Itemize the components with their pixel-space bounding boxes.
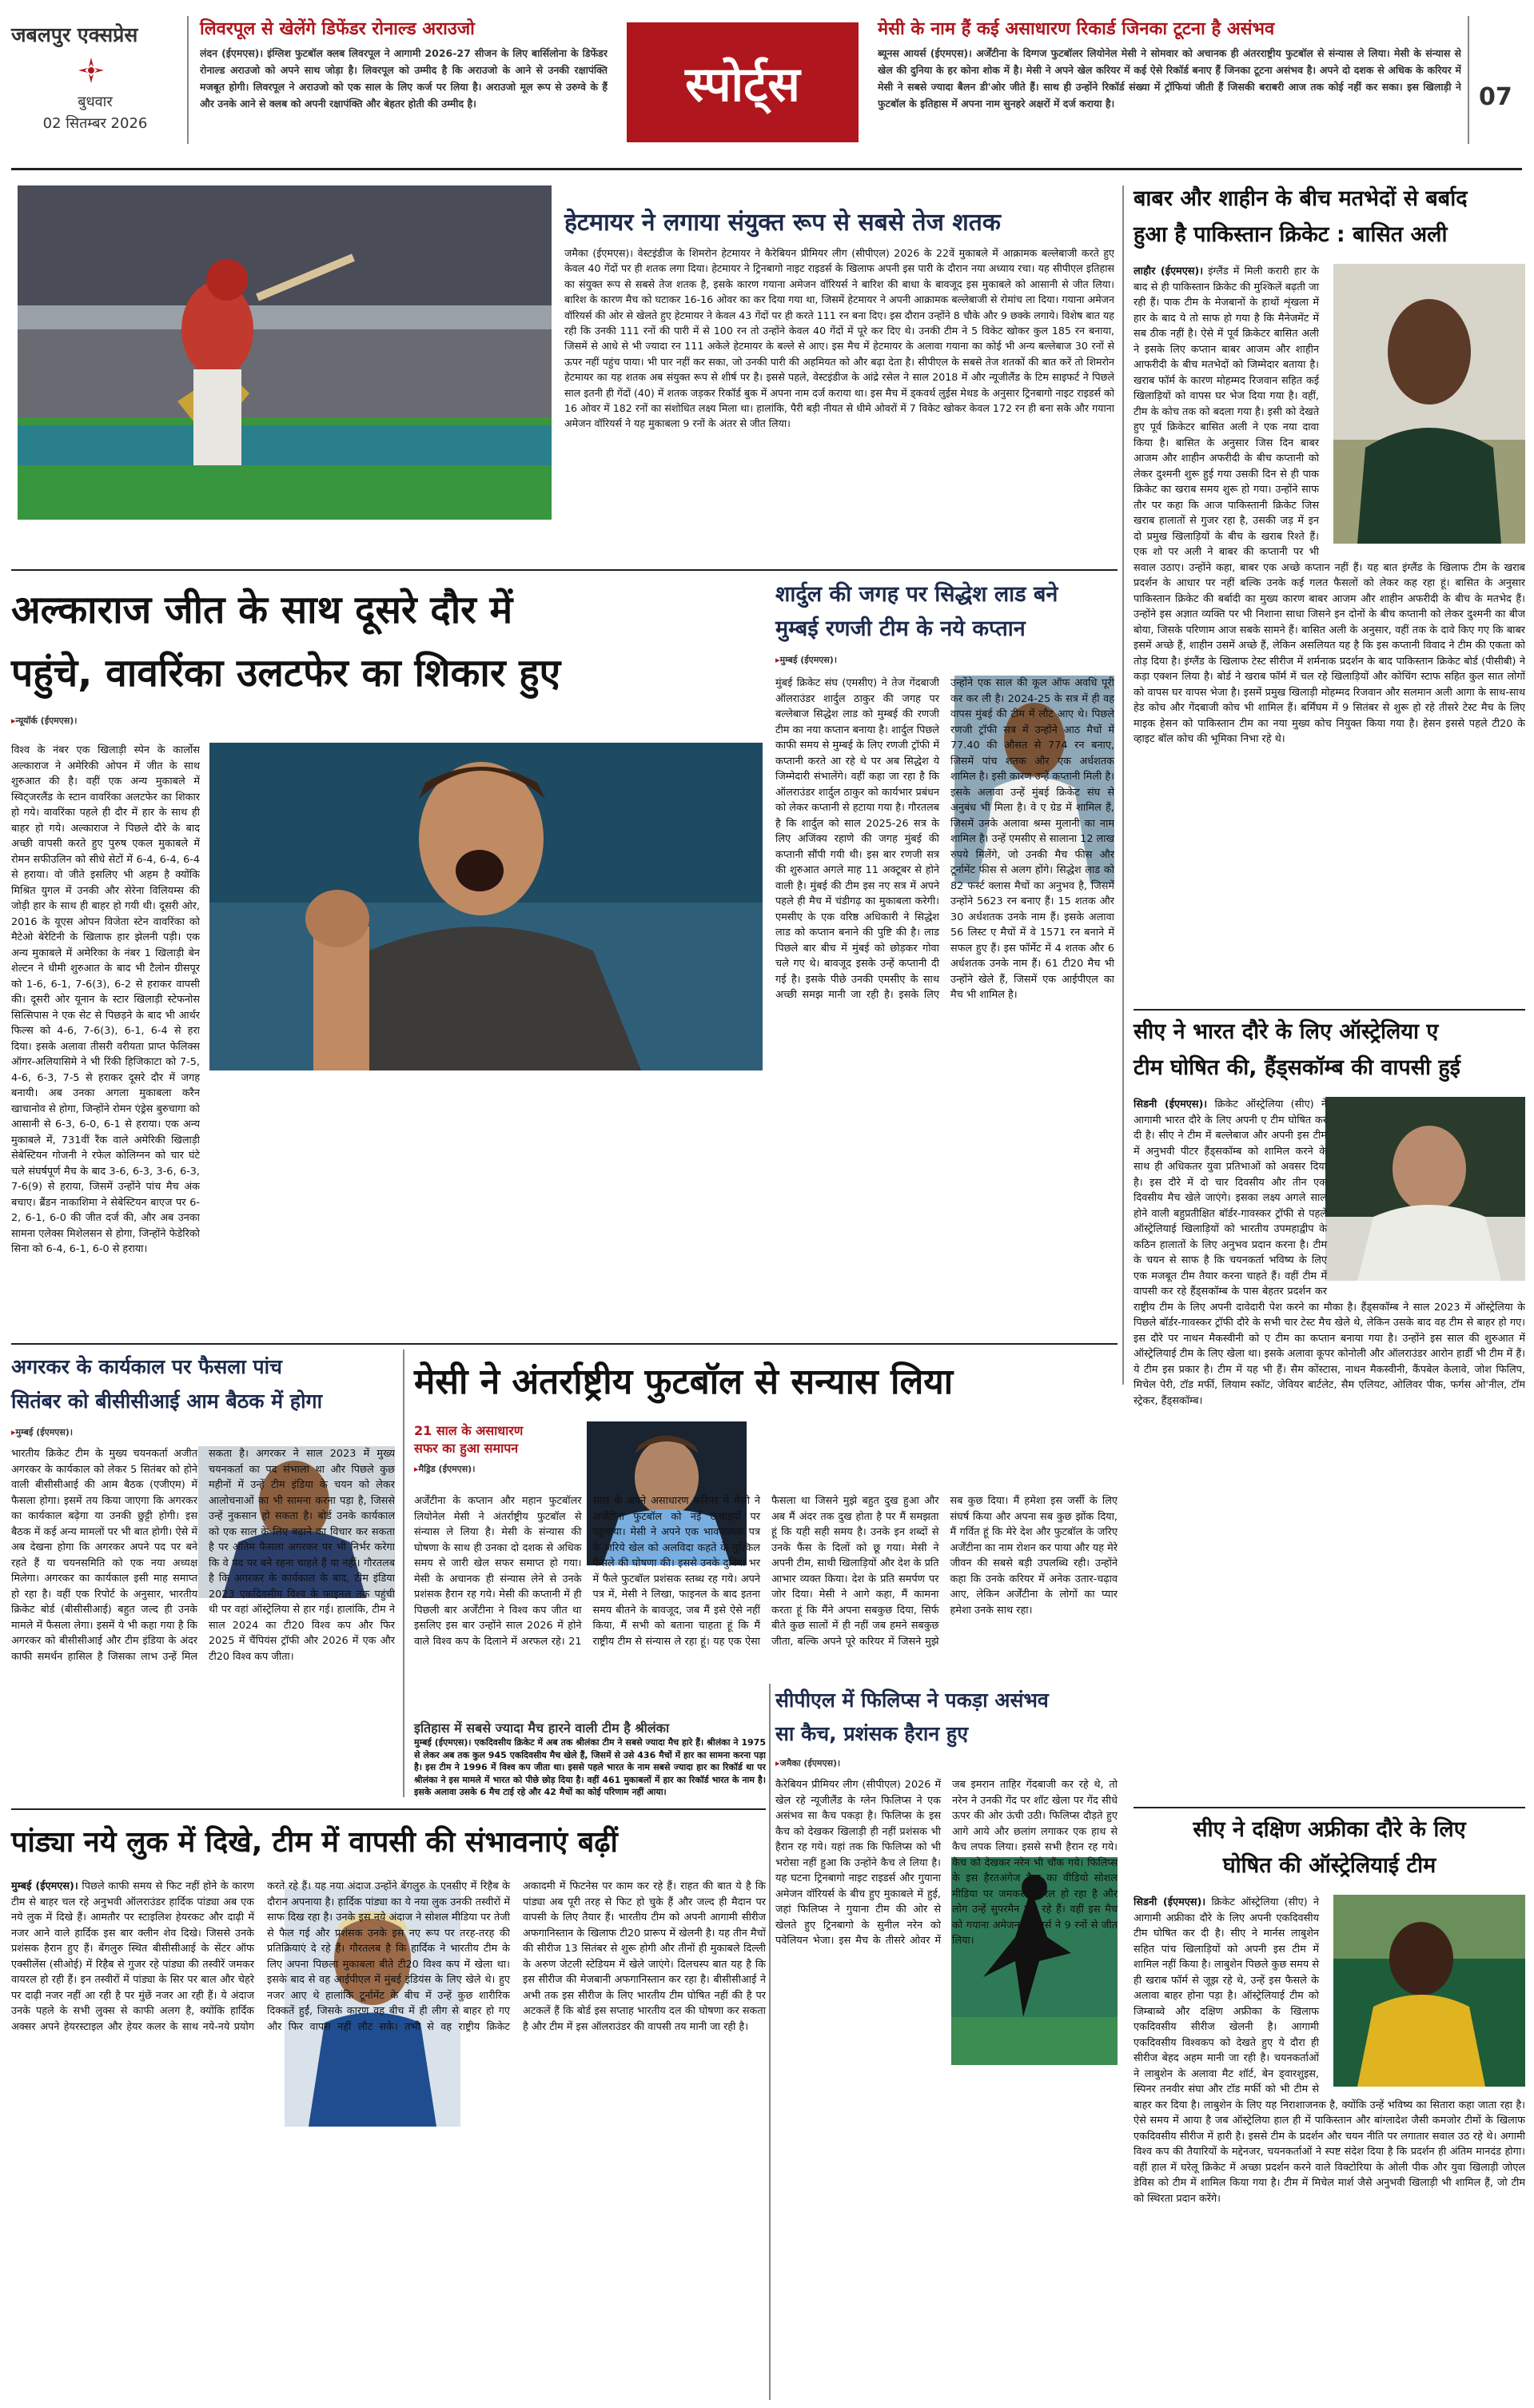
top-left-title: लिवरपूल से खेलेंगे डिफेंडर रोनाल्ड अराउजो xyxy=(200,19,475,39)
alcaraz-photo xyxy=(209,743,763,1070)
phillips-dateline: ▸ जमैका (ईएमएस)। xyxy=(775,1757,1118,1769)
paper-name: जबलपुर एक्सप्रेस xyxy=(11,23,138,46)
phillips-text: कैरेबियन प्रीमियर लीग (सीपीएल) 2026 में खेल रहे न्यूजीलैंड के ग्लेन फिलिप्स ने एक असंभव सा कैच पकड़ा है। फिलिप्स के इस कैच को देखकर खिलाड़ी ही नहीं प्रशंसक भी हैरान रह गये। यहां तक कि फिलिप्स को भी भरोसा नहीं हुआ कि उन्होंने कैच ले लिया है। यह घटना ट्रिनबागो नाइट राइडर्स और गुयाना अमेजन वॉरियर्स के बीच हुए मुकाबले में हुई, जहां फिलिप्स ने गुयाना टीम की ओर से खेलते हुए ट्रिनबागो के सुनील नरेन को पवेलियन भेजा। इस मैच के तीसरे ओवर में जब इमरान ताहिर गेंदबाजी कर रहे थे, तो नरेन ने उनकी गेंद पर शॉट खेला पर गेंद सीधे ऊपर की ओर ऊंची उठी। फिलिप्स दौड़ते हुए आगे आये और छलांग लगाकर एक हाथ से कैच लपक लिया। इससे सभी हैरान रह गये। कैच को देखकर नरेन भी चौंक गये। फिलिप्स के इस हैरतअंगेज कैच का वीडियो सोशल मीडिया पर जमकर वायरल हो रहा है और लोग उन्हें सुपरमैन कह रहे हैं। वहीं इस मैच को गयाना अमेजन वॉरियर्स ने 9 रनों से जीत लिया। xyxy=(775,1779,1118,1947)
messi-title: मेसी ने अंतर्राष्ट्रीय फुटबॉल से सन्यास लिया xyxy=(414,1361,954,1402)
top-right-story xyxy=(878,16,1461,152)
section-title: स्पोर्ट्स xyxy=(685,57,800,113)
issue-day: बुधवार xyxy=(78,94,113,110)
alcaraz-title-1: अल्काराज जीत के साथ दूसरे दौर में xyxy=(11,588,513,632)
shardul-title-2: मुम्बई रणजी टीम के नये कप्तान xyxy=(775,616,1026,641)
srilanka-title: इतिहास में सबसे ज्यादा मैच हारने वाली टीम है श्रीलंका xyxy=(414,1720,670,1736)
divider xyxy=(769,1684,771,2400)
ca-india-story xyxy=(1134,1014,1525,1801)
basit-title-1: बाबर और शाहीन के बीच मतभेदों से बर्बाद xyxy=(1134,186,1468,211)
agarkar-text: भारतीय क्रिकेट टीम के मुख्य चयनकर्ता अजीत अगरकर के कार्यकाल को लेकर 5 सितंबर को होने वाली बीसीसीआई की आम बैठक (एजीएम) में फैसला होगा। इसमें तय किया जाएगा कि अगरकर का कार्यकाल बढ़ेगा या उनकी छुट्टी होगी। इस बैठक में कई अन्य मामलों पर भी बात होगी। ऐसे में अब देखना होगा कि अगरकर अपने पद पर बने रहते हैं या चयनसमिति को एक नया अध्यक्ष मिलेगा। अगरकर का कार्यकाल इसी माह समाप्त हो रहा है। वहीं एक रिपोर्ट के अनुसार, भारतीय क्रिकेट बोर्ड (बीसीसीआई) बहुत जल्द ही उनके मामले में फैसला लेगा। इसमें ये भी कहा गया है कि अगरकर को बीसीसीआई और टीम इंडिया के अंदर काफी समर्थन हासिल है जिसका लाभ उन्हें मिल सकता है। अगरकर ने साल 2023 में मुख्य चयनकर्ता का पद संभाला था और पिछले कुछ महीनों में उन्हें टीम इंडिया के चयन को लेकर आलोचनाओं का भी सामना करना पड़ा है, जिससे उन्हें नुकसान हो सकता है। बोर्ड उनके कार्यकाल को एक साल के लिए बढ़ाने का विचार कर सकता है पर अंतिम फैसला अगरकर पर भी निर्भर करेगा कि वे पद पर बने रहना चाहते हैं या नहीं। गौरतलब है कि अगरकर के कार्यकाल के बाद, टीम इंडिया 2023 एकदिवसीय विश्व के फाइनल तक पहुंची थी पर वहां ऑस्ट्रेलिया से हार गई। हालांकि, टीम ने साल 2024 का टी20 विश्व कप और फिर 2025 में चैंपियंस ट्रॉफी और 2026 में एक और टी20 विश्व कप जीता। xyxy=(11,1448,395,1663)
alcaraz-body: विश्व के नंबर एक खिलाड़ी स्पेन के कार्लोस अल्काराज ने अमेरिकी ओपन में जीत के साथ शुरुआत की है। वहीं एक अन्य मुकाबले में स्विट्जरलैंड के स्टान वावरिंका अलटफेर का शिकार हो गये। वावरिंका पहले ही दौर में हार के साथ ही बाहर हो गये। अल्काराज ने पिछले दौरे के बाद अच्छी वापसी करते हुए पुरुष एकल मुकाबले में रोमन सफीउलिन को सीधे सेटों में 6-4, 6-4, 6-4 से हराया। वो जीते इसलिए भी अहम है क्योंकि मिश्रित युगल में उनकी और सेरेना विलियम्स की जोड़ी हार के साथ ही बाहर हो गयी थी। दूसरी ओर, 2016 के यूएस ओपन विजेता स्टेन वावरिंका को मैटेओ बेरेटिनी के खिलाफ हार झेलनी पड़ी। एक अन्य मुकाबले में अमेरिका के नंबर 1 खिलाड़ी बेन शेल्टन ने धीमी शुरुआत के बाद भी टैलोन ग्रीसपूर को 1-6, 6-1, 7-6(3), 6-2 से हराकर वापसी की। दूसरी ओर यूनान के स्टार खिलाड़ी स्टेफनोस सित्सिपास ने एक सेट से पिछड़ने के बाद भी आर्थर फिल्स को 4-6, 7-6(3), 6-1, 6-4 से हरा दिया। इसके अलावा तीसरी वरीयता प्राप्त फेलिक्स ऑगर-अलियासिमे ने भी रिंकी हिजिकाटा को 7-5, 4-6, 6-3, 7-5 से हराकर दूसरे दौर में जगह बनायी। अब उनका अगला मुकाबला करैन खाचानोव से होगा, जिन्होंने रोमन एंड्रेस बुरुचागा को आसानी से 6-3, 6-0, 6-1 से हराया। एक अन्य मुकाबले में, 731वीं रैंक वाले अमेरिकी खिलाड़ी सेबेस्टियन गोजनी ने रफेल कोलिग्नन को चार घंटे चले संघर्षपूर्ण मैच के बाद 3-6, 6-3, 3-6, 6-3, 7-6(9) से हराया, जिसमें उन्होंने पांच मैच अंक बचाए। ब्रैंडन नाकाशिमा ने सेबेस्टियन बाएज पर 6-2, 6-1, 6-0 की जीत दर्ज की, और अब उनका सामना एलेक्स मिशेलसन से होगा, जिन्होंने फेडेरिको सिना को 6-4, 6-1, 6-0 से हराया। xyxy=(11,744,200,1255)
ca-sa-dateline: सिडनी (ईएमएस)। xyxy=(1134,1896,1206,1908)
pandya-body xyxy=(11,1879,766,2390)
divider xyxy=(187,16,189,144)
phillips-body xyxy=(775,1777,1118,2401)
agarkar-title-1: अगरकर के कार्यकाल पर फैसला पांच xyxy=(11,1355,282,1378)
messi-story xyxy=(414,1351,1118,1679)
shardul-body xyxy=(775,676,1114,1331)
shardul-dateline: ▸ मुम्बई (ईएमएस)। xyxy=(775,654,1114,666)
messi-sub-2: सफर का हुआ समापन xyxy=(414,1441,519,1456)
ca-india-text: क्रिकेट ऑस्ट्रेलिया (सीए) ने आगामी भारत दौरे के लिए अपनी ए टीम घोषित कर दी है। सीए ने टीम में बल्लेबाज और अपनी इस टीम में अनुभवी पीटर हैंड्सकॉम्ब को शामिल करने के साथ ही अधिकतर युवा प्रतिभाओं को अवसर दिया है। इस दौरे में दो चार दिवसीय और तीन एक दिवसीय मैच खेले जाएंगे। इसका लक्ष्य अगले साल होने वाली बहुप्रतीक्षित बॉर्डर-गावस्कर ट्रॉफी से पहले ऑस्ट्रेलियाई खिलाड़ियों को भारतीय उपमहाद्वीप के कठिन हालातों के लिए अनुभव प्रदान करना है। टीम के चयन से साफ है कि चयनकर्ता भविष्य के लिए एक मजबूत टीम तैयार करना चाहते हैं। वहीं टीम में वापसी कर रहे हैंड्सकॉम्ब के पास बेहतर प्रदर्शन कर राष्ट्रीय टीम के लिए अपनी दावेदारी पेश करने का मौका है। हैंड्सकॉम्ब ने साल 2023 में ऑस्ट्रेलिया के पिछले बॉर्डर-गावस्कर ट्रॉफी दौरे के सभी चार टेस्ट मैच खेले थे, लेकिन उसके बाद वह टीम से बाहर हो गए। इस दौरे पर नाथन मैकस्वीनी को ए टीम का कप्तान बनाया गया है। उन्होंने इस साल की शुरुआत में ऑस्ट्रेलियाई टीम के लिए खेला था। इसके अलावा कूपर कोनोली और ऑलराउंडर आरोन हार्डी भी टीम में हैं। ये टीम इस प्रकार है। टीम में यह भी हैं। सैम कोंस्टास, नाथन मैकस्वीनी, कैंपबेल केलावे, जोश फिलिप, मिचेल पेरी, टॉड मर्फी, लियाम स्कॉट, जेवियर बार्टलेट, सैम एलियट, ओलिवर पीक, फर्गस ओ'नील, टॉम स्ट्रेकर, हैंड्सकॉम्ब। xyxy=(1134,1098,1525,1407)
basit-story xyxy=(1134,181,1525,1004)
shardul-text: मुंबई क्रिकेट संघ (एमसीए) ने तेज गेंदबाजी ऑलराउंडर शार्दुल ठाकुर की जगह पर बल्लेबाज सिद्धेश लाड को मुम्बई की रणजी टीम का नया कप्तान बनाया है। शार्दुल पिछले काफी समय से मुम्बई के लिए रणजी ट्रॉफी में कप्तानी करते आ रहे थे पर अब सिद्धेश ये जिम्मेदारी संभालेंगे। वहीं कहा जा रहा है कि ऑलराउंडर शार्दुल ठाकुर को कार्यभार प्रबंधन को लेकर कप्तानी से हटाया गया है। गौरतलब है कि शार्दुल को साल 2025-26 सत्र के लिए अजिंक्य रहाणे की जगह मुंबई की कप्तानी सौंपी गयी थी। इस बार रणजी सत्र की शुरुआत अगले माह 11 अक्टूबर से होने वाली है। मुंबई की टीम इस नए सत्र में अपने पहले ही मैच में चंडीगढ़ का मुकाबला करेगी। एमसीए के एक वरिष्ठ अधिकारी ने सिद्धेश लाड को कप्तान बनाने की पुष्टि की है। लाड पिछले बार बीच में मुंबई को छोड़कर गोवा चले गए थे। बावजूद इसके उन्हें कप्तानी दी गई है। इसके पीछे उनकी एमसीए के साथ अच्छी समझ मानी जा रही है। इसके लिए उन्होंने एक साल की कूल ऑफ अवधि पूरी कर कर ली है। 2024-25 के सत्र में ही वह वापस मुंबई की टीम में लौट आए थे। पिछले रणजी ट्रॉफी सत्र में उन्होंने आठ मैचों में 77.40 की औसत से 774 रन बनाए, जिसमें पांच शतक और एक अर्धशतक शामिल है। इसी कारण उन्हें कप्तानी मिली है। इसके अलावा उन्हें मुंबई क्रिकेट संघ से अनुबंध भी मिला है। वे ए ग्रेड में शामिल हैं, जिसमें उनके अलावा श्रम्स मुलानी का नाम शामिल है। उन्हें एमसीए से सालाना 12 लाख रुपये मिलेंगे, जो उनकी मैच फीस और टूर्नामेंट फीस से अलग होंगे। सिद्धेश लाड को 82 फर्स्ट क्लास मैचों का अनुभव है, जिसमें उन्होंने 5623 रन बनाए हैं। 15 शतक और 30 अर्धशतक उनके नाम हैं। इसके अलावा 56 लिस्ट ए मैचों में वे 1571 रन बनाने में सफल हुए हैं। इस फॉर्मेट में 4 शतक और 6 अर्धशतक उनके नाम हैं। 61 टी20 मैच भी उन्होंने खेले हैं, जिसमें एक आईपीएल का मैच भी शामिल है। xyxy=(775,677,1114,1001)
srilanka-body xyxy=(414,1736,766,1799)
messi-text: अर्जेंटीना के कप्तान और महान फुटबॉलर लियोनेल मेसी ने अंतर्राष्ट्रीय फुटबॉल से संन्यास ले लिया है। मेसी के संन्यास की घोषणा के साथ ही उनका दो दशक से अधिक समय से जारी खेल सफर समाप्त हो गया। मेसी के अचानक ही संन्यास लेने से उनके प्रशंसक हैरान रह गये। मेसी की कप्तानी में ही पिछली बार अर्जेंटीना ने विश्व कप जीत था इसलिए इस बार उन्होंने साल 2026 में होने वाले विश्व कप के दिलाने में अरफल रहे। 21 साल के अपने असाधारण करियर में मेसी ने अर्जेंटीना फुटबॉल को नई ऊंचाइयों पर पहुंचाया। मेसी ने अपने एक भावनात्मक पत्र के जरिये खेल को अलविदा कहते के मुश्किल फैसले की घोषणा की। इससे उनके दुनिया भर में फैले फुटबॉल प्रशंसक स्तब्ध रह गये। अपने पत्र में, मेसी ने लिखा, फाइनल के बाद इतना समय बीतने के बावजूद, जब मैं इसे ऐसे नहीं किया, मैं सभी को बताना चाहता हूं कि मैं राष्ट्रीय टीम से संन्यास ले रहा हूं। यह एक ऐसा फैसला था जिसने मुझे बहुत दुख हुआ और अब मैं अंदर तक दुख होता है पर मैं समझता हूं कि यही सही समय है। उनके इन शब्दों से उनके फैंस के दिलों को छू गया। मेसी ने अपनी टीम, साथी खिलाड़ियों और देश के प्रति आभार व्यक्त किया। देश के प्रति समर्पण पर जोर दिया। मेसी ने आगे कहा, मैं कामना करता हूं कि मैंने अपना सबकुछ दिया, सिर्फ बीते कुछ सालों में ही नहीं जब हमने सबकुछ जीता, बल्कि अपने पूरे करियर में जिसने मुझे सब कुछ दिया। मैं हमेशा इस जर्सी के लिए संघर्ष किया और अपना सब कुछ झोंक दिया, मैं गर्वित हूं कि मेरे देश और फुटबॉल के जरिए अर्जेंटीना का नाम रोशन कर पाया और यह मेरे जीवन की सबसे बड़ी उपलब्धि रही। उन्होंने कहा कि उनके करियर में अनेक उतार-चढ़ाव आए, लेकिन अर्जेंटीना के लोगों का प्यार हमेशा उनके साथ रहा। xyxy=(414,1495,1118,1648)
basit-text: इंग्लैंड में मिली करारी हार के बाद से ही पाकिस्तान क्रिकेट की मुश्किलें बढ़ती जा रही हैं। पाक टीम के मेजबानों के हाथों शृंखला में हार के बाद ये तो साफ हो गया है कि मैनेजमेंट में सब ठीक नहीं है। ऐसे में पूर्व क्रिकेटर बासित अली ने इसके लिए कप्तान बाबर आजम और शाहीन आफरीदी के बीच मतभेदों को जिम्मेदार बताया है। खराब फॉर्म के कारण मोहम्मद रिजवान सहित कई खिलाड़ियों को वापस घर भेज दिया गया है। वहीं, टीम के कोच तक को बदला गया है। इसी को देखते हुए पूर्व क्रिकेटर बासित अली ने एक नया दावा किया है। बासित के अनुसार जिस दिन बाबर आजम और शाहीन अफरीदी के बीच कप्तानी को लेकर दुश्मनी शुरू हुई गया उसकी दिन से ही पाक क्रिकेट का खराब समय शुरू हो गया। उन्होंने साफ तौर पर कहा कि आज पाकिस्तानी क्रिकेट जिस खराब हालातों से गुजर रहा है, उसकी जड़ में इन दो प्रमुख खिलाड़ियों के बीच के खराब रिश्ते हैं। एक शो पर अली ने बाबर की कप्तानी पर भी सवाल उठाए। उन्होंने कहा, बाबर एक अच्छे कप्तान नहीं हैं। यह बात इंग्लैंड के खिलाफ टीम के खराब प्रदर्शन के आधार पर नहीं बल्कि उनके कई गलत फैसलों को लेकर कह रहा हूं। बासित के अनुसार पाकिस्तान क्रिकेट की बर्बादी का मुख्य कारण बाबर आजम और शाहीन अफरीदी के बीच के मतभेद हैं। उन्होंने इस अज्ञात व्यक्ति पर भी निशाना साधा जिसने इन दोनों के बीच कप्तानी को लेकर दुश्मनी का बीज बोया, जिसके परिणाम आज सबके सामने हैं। बासित अली के अनुसार, वहीं तक के दावे किए गए कि बाबर इसमें अच्छे हैं, शाहीन उसमें अच्छे हैं, लेकिन असलियत यह है कि इस कप्तानी विवाद ने टीम की एकता को तोड़ दिया है। इंग्लैंड के खिलाफ टेस्ट सीरीज में शर्मनाक प्रदर्शन के बाद पाकिस्तान क्रिकेट बोर्ड (पीसीबी) ने कड़ा एक्शन लिया है। बोर्ड ने खराब फॉर्म में चल रहे खिलाड़ियों और कोचिंग स्टाफ सहित कुल सात लोगों को वापस घर वापस भेजा है। इसमें प्रमुख खिलाड़ी मोहम्मद रिजवान और सलमान अली आगा के साथ-साथ हेड कोच और गेंदबाजी कोच भी शामिल हैं। बर्मिंघम में 9 सितंबर से शुरू हो रहे तीसरे टेस्ट मैच के लिए माइक हेसन को पाकिस्तान टीम का नया मुख्य कोच नियुक्त किया गया है। हेसन इससे पहले टी20 के व्हाइट बॉल कोच की भूमिका निभा रहे थे। xyxy=(1134,265,1525,745)
pandya-story xyxy=(11,1815,766,2400)
phillips-title-1: सीपीएल में फिलिप्स ने पकड़ा असंभव xyxy=(775,1688,1049,1712)
divider xyxy=(11,569,1118,571)
issue-date: 02 सितम्बर 2026 xyxy=(42,115,148,132)
top-left-body: लंदन (ईएमएस)। इंग्लिश फुटबॉल क्लब लिवरपूल ने आगामी 2026-27 सीजन के लिए बार्सिलोना के डिफेंडर रोनाल्ड अराउजो को अपने साथ जोड़ा है। लिवरपूल को उम्मीद है कि अराउजो के आने से उनकी रक्षापंक्ति मजबूत होगी। लिवरपूल ने अराउजो को एक साल के लिए कर्ज पर लिया है। अराउजो मूल रूप से उरुग्वे के हैं और उनके आने से क्लब को अपनी रक्षापंक्ति और बेहतर होती की उम्मीद है। xyxy=(200,47,608,110)
ca-sa-body xyxy=(1134,1895,1525,2398)
divider xyxy=(1134,1009,1525,1011)
masthead xyxy=(0,0,1534,164)
agarkar-body xyxy=(11,1446,395,1798)
phillips-story xyxy=(775,1684,1118,2402)
agarkar-dateline: ▸ मुम्बई (ईएमएस)। xyxy=(11,1426,395,1438)
top-right-body: ब्यूनस आयर्स (ईएमएस)। अर्जेंटीना के दिग्गज फुटबॉलर लियोनेल मेसी ने सोमवार को अचानक ही अंतरराष्ट्रीय फुटबॉल से संन्यास ले लिया। मेसी के संन्यास से खेल की दुनिया के हर कोना शोक में है। मेसी ने अपने खेल करियर में कई ऐसे रिकॉर्ड बनाए हैं जिनका टूटना असंभव है। अपने दो दशक से अधिक के करियर में मेसी ने सबसे ज्यादा बैलन डी'ओर जीते हैं। साथ ही उन्होंने रिकॉर्ड संख्या में ट्रॉफियां जीती हैं जिसकी बराबरी आज तक कोई नहीं कर सका। इस खिलाड़ी ने फुटबॉल के इतिहास में अपना नाम सुनहरे अक्षरों में दर्ज कराया है। xyxy=(878,47,1461,110)
basit-dateline: लाहौर (ईएमएस)। xyxy=(1134,265,1204,277)
ca-sa-title-1: सीए ने दक्षिण अफ्रीका दौरे के लिए xyxy=(1193,1817,1466,1842)
basit-body xyxy=(1134,264,1525,1007)
alcaraz-dateline: ▸ न्यूयॉर्क (ईएमएस)। xyxy=(11,715,763,727)
divider xyxy=(11,1343,1118,1345)
hetmyer-body: जमैका (ईएमएस)। वेस्टइंडीज के शिमरोन हेटमायर ने कैरेबियन प्रीमियर लीग (सीपीएल) 2026 के 22वें मुकाबले में आक्रामक बल्लेबाजी करते हुए केवल 40 गेंदों पर ही शतक लगा दिया। हेटमायर ने ट्रिनबागो नाइट राइडर्स के खिलाफ अपनी इस पारी के दौरान नया अध्याय रचा। यह सीपीएल इतिहास का संयुक्त रूप से सबसे तेज शतक है, इसके कारण गयाना अमेजन वॉरियर्स ने बारिश की बाधा के बावजूद इस मुकाबले को आसानी से जीत लिया। बारिश के कारण मैच को घटाकर 16-16 ओवर का कर दिया गया था, जिसमें हेटमायर ने अपनी आक्रामक बल्लेबाजी से रोमांच ला दिया। गयाना अमेजन वॉरियर्स की ओर से खेलते हुए हेटमायर ने केवल 43 गेंदों पर ही करते 111 रन बना दिए। इस दौरान उन्होंने 8 चौके और 9 छक्के लगाये। विशेष बात यह रही कि उनकी 111 रनों की पारी में से 100 रन तो उन्होंने केवल 40 गेंदों में पूरे कर दिए थे। उनकी टीम ने 5 विकेट खोकर कुल 185 रन बनाया, जिसमें से आधे से भी ज्यादा रन 111 अकेले हेटमायर के बल्ले से आए। इस मैच में हेटमायर के अलावा गयाना का कोई भी अन्य बल्लेबाज 30 रनों से ऊपर नहीं पहुंच पाया। भी पार नहीं कर सका, जो उनकी पारी की अहमियत को और बढ़ा देता है। सीपीएल के सबसे तेज शतकों की बात करें तो शिमरोन हेटमायर का यह शतक अब संयुक्त रूप से शीर्ष पर है। इससे पहले, वेस्टइंडीज के आंद्रे रसेल ने साल 2018 में और न्यूजीलैंड के टिम साइफर्ट ने पिछले साल इतनी ही गेंदों (40) में शतक जड़कर रिकॉर्ड बुक में अपना नाम दर्ज कराया था। इस मैच में ड्कवर्थ लुईस मेथड के अनुसार ट्रिनबागो नाइट राइडर्स को 16 ओवर में 182 रनों का संशोधित लक्ष्य मिला था। हालांकि, पैरी बड़ी नीयत से धीमे ओवरों में 7 विकेट खोकर केवल 172 रन ही बना सके और गयाना अमेजन वॉरियर्स ने यह मुकाबला 9 रनों के अंतर से जीत लिया। xyxy=(564,247,1114,430)
pandya-dateline: मुम्बई (ईएमएस)। xyxy=(11,1880,78,1892)
messi-body xyxy=(414,1493,1118,1677)
ca-india-dateline: सिडनी (ईएमएस)। xyxy=(1134,1098,1208,1110)
srilanka-story xyxy=(414,1719,766,1799)
divider xyxy=(1134,1807,1525,1808)
agarkar-title-2: सितंबर को बीसीसीआई आम बैठक में होगा xyxy=(11,1389,323,1413)
divider xyxy=(1122,185,1124,1385)
alcaraz-title-2: पहुंचे, वावरिंका उलटफेर का शिकार हुए xyxy=(11,651,561,696)
top-right-title: मेसी के नाम हैं कई असाधारण रिकार्ड जिनका टूटना है असंभव xyxy=(878,19,1275,39)
section-badge xyxy=(627,22,859,142)
shardul-title-1: शार्दुल की जगह पर सिद्धेश लाड बने xyxy=(775,582,1058,607)
phillips-title-2: सा कैच, प्रशंसक हैरान हुए xyxy=(775,1722,969,1745)
hetmyer-title: हेटमायर ने लगाया संयुक्त रूप से सबसे तेज शतक xyxy=(564,209,1001,237)
hetmyer-story xyxy=(564,205,1114,566)
divider xyxy=(1468,16,1469,144)
alcaraz-story xyxy=(11,577,763,1337)
divider xyxy=(11,1808,766,1810)
ornament-icon xyxy=(75,54,107,86)
agarkar-story xyxy=(11,1350,395,1797)
pandya-title: पांड्या नये लुक में दिखे, टीम में वापसी की संभावनाएं बढ़ीं xyxy=(11,1826,618,1859)
divider xyxy=(403,1350,404,1797)
page-number: 07 xyxy=(1479,83,1512,111)
ca-sa-text: क्रिकेट ऑस्ट्रेलिया (सीए) ने आगामी अफ्रीका दौरे के लिए अपनी एकदिवसीय टीम घोषित कर दी है। सीए ने मार्नस लाबुशेन सहित पांच खिलाड़ियों को अपनी इस टीम में शामिल नहीं किया है। लाबुशेन पिछले कुछ समय से ही खराब फॉर्म से जूझ रहे थे, उन्हें इस फैसले के अलावा बाहर होना पड़ा है। ऑस्ट्रेलियाई टीम को जिम्बाब्वे और दक्षिण अफ्रीका के खिलाफ एकदिवसीय सीरीज खेलनी है। आगामी एकदिवसीय विश्वकप को देखते हुए ये दौरा ही सीरीज बेहद अहम मानी जा रही है। चयनकर्ताओं ने लाबुशेन के अलावा मैट शॉर्ट, बेन ड्वारशुइस, स्पिनर तनवीर संघा और टॉड मर्फी को भी टीम से बाहर कर दिया है। लाबुशेन के लिए यह निराशाजनक है, क्योंकि उन्हें भविष्य का सितारा कहा जाता रहा है। ऐसे समय में आया है जब ऑस्ट्रेलिया हाल ही में पाकिस्तान और बांग्लादेश जैसी कमजोर टीमों के खिलाफ एकदिवसीय सीरीज में हारी है। इससे टीम के प्रदर्शन और चयन नीति पर लगातार सवाल उठ रहे थे। अगामी विश्व कप की तैयारियों के मद्देनजर, चयनकर्ताओं ने स्पष्ट संदेश दिया है कि प्रदर्शन ही अंतिम मानदंड होगा। वहीं हाल में घरेलू क्रिकेट में अच्छा प्रदर्शन करने वाले विक्टोरिया के ओली पीक और युवा खिलाड़ी जोएल डेविस को टीम में शामिल किया गया है। टीम में मिचेल मार्श जैसे अनुभवी खिलाड़ी भी शामिल हैं, जो टीम को स्थिरता प्रदान करेंगे। xyxy=(1134,1896,1525,2205)
shardul-story xyxy=(775,577,1114,1337)
ca-india-title-2: टीम घोषित की, हैंड्सकॉम्ब की वापसी हुई xyxy=(1134,1055,1460,1080)
ca-india-body xyxy=(1134,1097,1525,1800)
hetmyer-photo xyxy=(18,185,552,520)
ca-sa-title-2: घोषित की ऑस्ट्रेलियाई टीम xyxy=(1222,1853,1436,1878)
basit-title-2: हुआ है पाकिस्तान क्रिकेट : बासित अली xyxy=(1134,222,1448,247)
messi-sub-1: 21 साल के असाधारण xyxy=(414,1423,524,1438)
masthead-rule xyxy=(11,168,1522,170)
top-left-story xyxy=(200,16,608,152)
messi-kicker xyxy=(414,1421,582,1475)
messi-dateline: ▸ मैड्रिड (ईएमएस)। xyxy=(414,1463,582,1475)
srilanka-dateline: मुम्बई (ईएमएस)। xyxy=(414,1737,472,1748)
ca-sa-story xyxy=(1134,1812,1525,2399)
pandya-text: पिछले काफी समय से फिट नहीं होने के कारण टीम से बाहर चल रहे अनुभवी ऑलराउंडर हार्दिक पांड्या अब एक नये लुक में दिखे हैं। आमतौर पर स्टाइलिश हेयरकट और दाढ़ी में नजर आने वाले हार्दिक इस बार क्लीन शेव दिखे। जिससे उनके प्रशंसक हैरान हुए हैं। बेंगलुरु स्थित बीसीसीआई के सेंटर ऑफ एक्सीलेंस (सीओई) में रिहैब से गुजर रहे पांड्या की तस्वीरें जमकर वायरल हो रही हैं। इन तस्वीरों में पांड्या के सिर पर बाल और चेहरे पर दाढ़ी नजर नहीं आ रही है पर मुंछें नजर आ रही हैं। ये अंदाज उनके पहले के सभी लुक्स से काफी अलग है, क्योंकि हार्दिक अक्सर अपने हेयरस्टाइल और हेयर कलर के साथ नये-नये प्रयोग करते रहे हैं। यह नया अंदाज उन्होंने बेंगलुरु के एनसीए में रिहैब के दौरान अपनाया है। हार्दिक पांड्या का ये नया लुक उनकी तस्वीरों में साफ दिख रहा है। उनके इस नये अंदाज ने सोशल मीडिया पर तेजी से फैल गई और प्रशंसक उनके इस नए रूप पर तरह-तरह की प्रतिक्रियाएं दे रहे हैं। गौरतलब है कि हार्दिक ने भारतीय टीम के लिए अपना पिछला मुकाबला बीते टी20 विश्व कप में खेला था। इसके बाद से वह आईपीएल में मुंबई इंडियंस के लिए खेले थे। हुए नजर आए थे हालांकि टूर्नामेंट के बीच में उन्हें कुछ शारीरिक दिक्कतें हुईं, जिसके कारण वह बीच में ही लीग से बाहर हो गए और फिर वापस नहीं लौट सके। तभी से वह राष्ट्रीय क्रिकेट अकादमी में फिटनेस पर काम कर रहे हैं। राहत की बात ये है कि पांड्या अब पूरी तरह से फिट हो चुके हैं और जल्द ही मैदान पर वापसी के लिए तैयार हैं। भारतीय टीम को अपनी आगामी सीरीज अफगानिस्तान के खिलाफ टी20 प्रारूप में खेलनी है। यह तीन मैचों की सीरीज 13 सितंबर से शुरू होगी और तीनों ही मुकाबले दिल्ली के अरुण जेटली स्टेडियम में खेले जाएंगे। दिलचस्प बात यह है कि इस सीरीज की मेजबानी अफगानिस्तान कर रहा है। बीसीसीआई ने अभी तक इस सीरीज के लिए भारतीय टीम घोषित नहीं की है पर अटकलें हैं कि बोर्ड इस सप्ताह भारतीय दल की घोषणा कर सकता है और टीम में इस ऑलराउंडर की वापसी तय मानी जा रही है। xyxy=(11,1880,766,2033)
srilanka-text: एकदिवसीय क्रिकेट में अब तक श्रीलंका टीम ने सबसे ज्यादा मैच हारे हैं। श्रीलंका ने 1975 से लेकर अब तक कुल 945 एकदिवसीय मैच खेले हैं, जिसमें से उसे 436 मैचों में हार का सामना करना पड़ा है। इस टीम ने 1996 में विश्व कप जीता था। इससे पहले भारत के नाम सबसे ज्यादा हार का रिकॉर्ड था पर श्रीलंका ने इस मामले में भारत को पीछे छोड़ दिया है। वहीं 461 मुकाबलों में हार का रिकॉर्ड भारत के नाम है। इसके अलावा उसके 6 मैच टाई रहे और 42 मैचों का कोई परिणाम नहीं आया। xyxy=(414,1737,766,1797)
ca-india-title-1: सीए ने भारत दौरे के लिए ऑस्ट्रेलिया ए xyxy=(1134,1019,1439,1044)
